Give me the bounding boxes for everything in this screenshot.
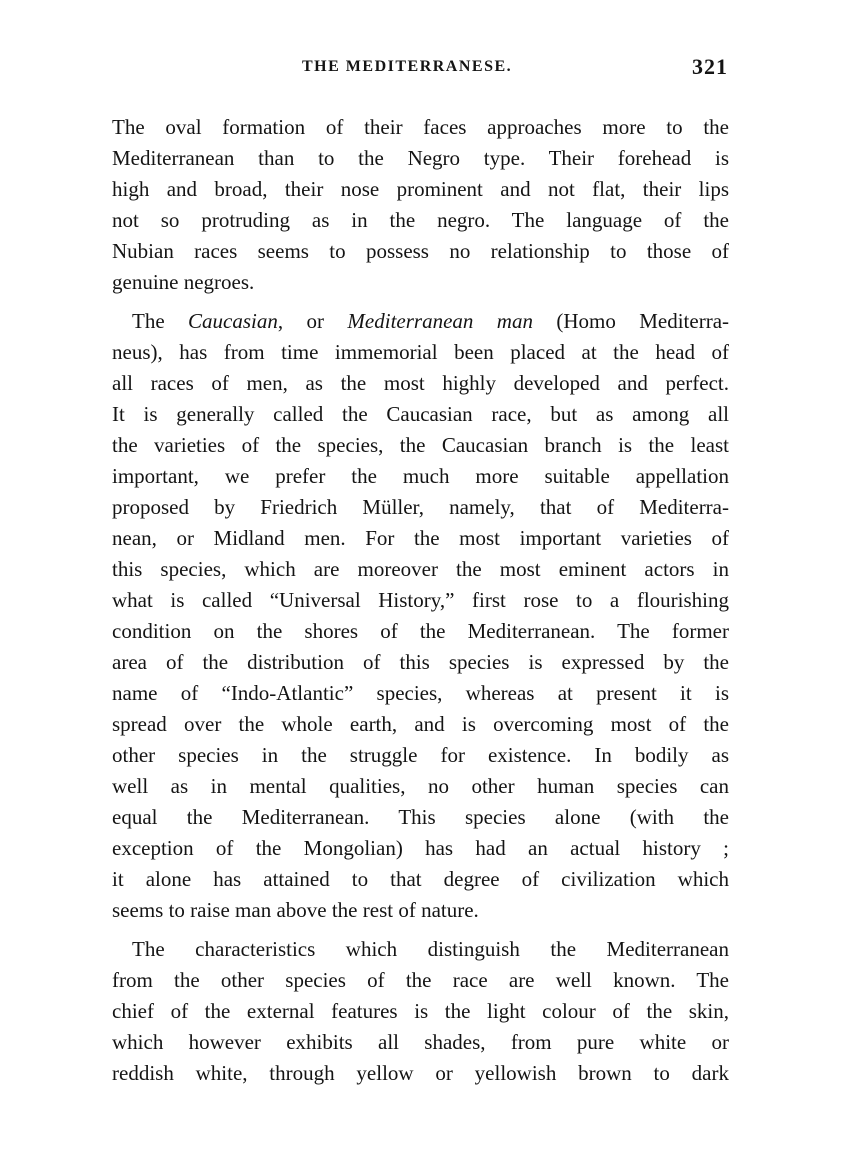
text-line: all races of men, as the most highly developed and perfect. xyxy=(112,371,729,395)
text-line: the varieties of the species, the Caucasian branch is the least xyxy=(112,433,729,457)
text-line: reddish white, through yellow or yellowish brown to dark xyxy=(112,1061,729,1085)
page-number: 321 xyxy=(692,54,728,79)
running-title: THE MEDITERRANESE. xyxy=(302,58,513,75)
text-line: condition on the shores of the Mediterranean. The former xyxy=(112,619,729,643)
text-line: chief of the external features is the light colour of the skin, xyxy=(112,999,729,1023)
text-line xyxy=(112,306,729,337)
text-line: equal the Mediterranean. This species alone (with the xyxy=(112,805,729,829)
body-text xyxy=(112,112,729,1089)
text-line: which however exhibits all shades, from pure white or xyxy=(112,1030,729,1054)
text-line: exception of the Mongolian) has had an actual history ; xyxy=(112,836,729,860)
text-line: proposed by Friedrich Müller, namely, that of Mediterra- xyxy=(112,495,729,519)
text-line: The characteristics which distinguish the Mediterranean xyxy=(132,937,729,961)
text-line: neus), has from time immemorial been placed at the head of xyxy=(112,340,729,364)
text-line: seems to raise man above the rest of nature. xyxy=(112,898,479,922)
text-line: important, we prefer the much more suitable appellation xyxy=(112,464,729,488)
text-run: (Homo Mediterra- xyxy=(532,309,730,333)
text-line: nean, or Midland men. For the most important varieties of xyxy=(112,526,729,550)
paragraph-2 xyxy=(112,306,729,926)
text-line: high and broad, their nose prominent and not flat, their lips xyxy=(112,177,729,201)
paragraph-1 xyxy=(112,112,729,298)
text-run: The xyxy=(132,309,189,333)
text-line: genuine negroes. xyxy=(112,270,255,294)
italic-term-mediterranean-man: Mediterranean man xyxy=(347,309,533,333)
text-line: It is generally called the Caucasian race, but as among all xyxy=(112,402,729,426)
italic-term-caucasian: Caucasian xyxy=(188,309,278,333)
paragraph-gap xyxy=(112,926,729,934)
paragraph-3 xyxy=(112,934,729,1089)
paragraph-gap xyxy=(112,298,729,306)
text-line: it alone has attained to that degree of civilization which xyxy=(112,867,729,891)
text-line: spread over the whole earth, and is overcoming most of the xyxy=(112,712,729,736)
text-line: name of “Indo-Atlantic” species, whereas at present it is xyxy=(112,681,729,705)
page-header xyxy=(112,54,732,88)
text-line: area of the distribution of this species is expressed by the xyxy=(112,650,729,674)
text-line: well as in mental qualities, no other human species can xyxy=(112,774,729,798)
text-line: this species, which are moreover the most eminent actors in xyxy=(112,557,729,581)
text-line: from the other species of the race are well known. The xyxy=(112,968,729,992)
text-line: other species in the struggle for existence. In bodily as xyxy=(112,743,729,767)
text-run: , or xyxy=(277,309,348,333)
text-line: what is called “Universal History,” first rose to a flourishing xyxy=(112,588,729,612)
text-line: not so protruding as in the negro. The language of the xyxy=(112,208,729,232)
text-line: Nubian races seems to possess no relationship to those of xyxy=(112,239,729,263)
text-line: Mediterranean than to the Negro type. Their forehead is xyxy=(112,146,729,170)
text-line: The oval formation of their faces approaches more to the xyxy=(112,115,729,139)
